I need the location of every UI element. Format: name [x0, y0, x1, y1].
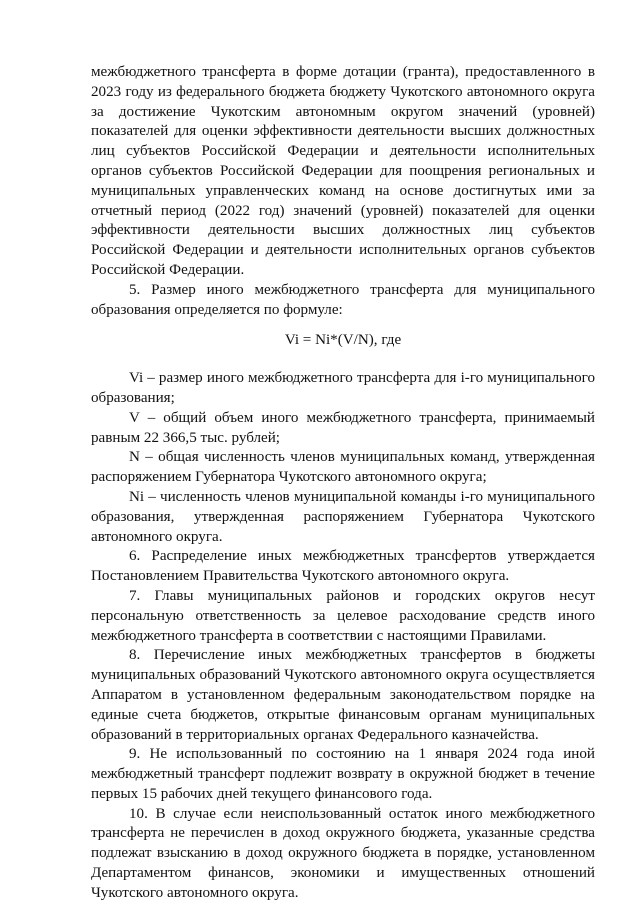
definition-ni: Ni – численность членов муниципальной команды i-го муниципального образования, утвержденная распоряжением Губернатора Чукотского автономного округа. [91, 488, 595, 545]
paragraph-item-6: 6. Распределение иных межбюджетных трансфертов утверждается Постановлением Правительства Чукотского автономного округа. [91, 548, 595, 585]
paragraph-item-7: 7. Главы муниципальных районов и городских округов несут персональную ответственность за целевое расходование средств иного межбюджетного трансферта в соответствии с настоящими Правилами. [91, 587, 595, 644]
paragraph-item-5: 5. Размер иного межбюджетного трансферта для муниципального образования определяется по формуле: [91, 281, 595, 318]
paragraph-item-10: 10. В случае если неиспользованный остаток иного межбюджетного трансферта не перечислен в доход окружного бюджета, указанные средства подлежат взысканию в доход окружного бюджета в порядке, установленном Департаментом финансов, экономики и имущественных отношений Чукотского автономного округа. [91, 805, 595, 901]
paragraph-item-8: 8. Перечисление иных межбюджетных трансфертов в бюджеты муниципальных образований Чукотского автономного округа осуществляется Аппаратом в установленном федеральным законодательством порядке на единые счета бюджетов, открытые финансовым органам муниципальных образований в территориальных органах Федерального казначейства. [91, 647, 595, 743]
definition-n: N – общая численность членов муниципальных команд, утвержденная распоряжением Губернатора Чукотского автономного округа; [91, 449, 595, 486]
definition-vi: Vi – размер иного межбюджетного трансферта для i-го муниципального образования; [91, 370, 595, 406]
paragraph-item-9: 9. Не использованный по состоянию на 1 января 2024 года иной межбюджетный трансферт подлежит возврату в окружной бюджет в течение первых 15 рабочих дней текущего финансового года. [91, 746, 595, 802]
formula: Vi = Ni*(V/N), где [284, 332, 402, 349]
paragraph-intro-continuation: межбюджетного трансферта в форме дотации (гранта), предоставленного в 2023 году из федерального бюджета бюджету Чукотского автономного округа за достижение Чукотским автономным округом значений (уровней) показателей для оценки эффективности деятельности высших должностных лиц субъектов Российской Федерации и деятельности исполнительных органов субъектов Российской Федерации для поощрения региональных и муниципальных управленческих команд на основе достигнутых ими за отчетный период (2022 год) значений (уровней) показателей для оценки эффективности деятельности высших должностных лиц субъектов Российской Федерации и деятельности исполнительных органов субъектов Российской Федерации. [91, 64, 595, 278]
document-page [91, 63, 595, 904]
definition-v: V – общий объем иного межбюджетного трансферта, принимаемый равным 22 366,5 тыс. рублей; [91, 409, 595, 446]
